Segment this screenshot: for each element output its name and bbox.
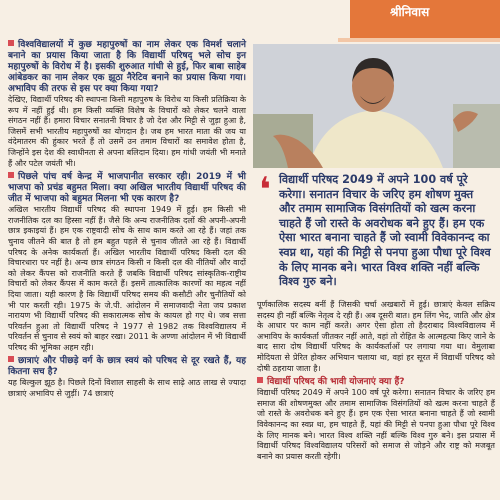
right-column	[257, 300, 495, 462]
question-3: छात्राएं और पीछड़े वर्ग के छात्र स्वयं को परिषद से दूर रखते हैं, यह कितना सच है?	[8, 356, 246, 378]
pull-quote-text: विद्यार्थी परिषद 2049 में अपने 100 वर्ष पूरे करेगा। सनातन विचार के जरिए हम शोषण मुक्त और तमाम सामाजिक विसंगतियों को खत्म करना चाहते हैं जो रास्ते के अवरोधक बने हुए हैं। हम एक ऐसा भारत बनाना चाहते हैं जो स्वामी विवेकानन्द का स्वप्न था, यहां की मिट्टी से पनपा हुआ पौधा पूरे विश्व के लिए मानक बने। भारत विश्व शक्ति नहीं बल्कि विश्व गुरु बने।	[279, 173, 491, 289]
decorative-stripe	[338, 38, 500, 42]
answer-1: देखिए, विद्यार्थी परिषद की स्थापना किसी महापुरुष के विरोध या किसी प्रतिक्रिया के रूप में नहीं हुई थी। हम किसी व्यक्ति विशेष के विचारों को लेकर चलने वाला संगठन नहीं हैं। हमारा विचार सनातनी विचार है जो देश और मिट्टी से जुड़ा हुआ है, जिसमें सभी भारतीय महापुरुषों का योगदान है। जब हम भारत माता की जय या वंदेमातरम की हुंकार भरते हैं तो उसमें उन तमाम विचारों का समावेश होता है, जिन्होंने इस देश की स्वाधीनता से अपना बलिदान दिया। हम गांधी जयंती भी मनाते हैं और पटेल जयंती भी।	[8, 95, 246, 168]
author-banner	[350, 0, 500, 38]
answer-3-continued: पूर्णकालिक सदस्य बनीं हैं जिसकी चर्चा अखबारों में हुई। छात्राएं केवल सक्रिय सदस्य ही नहीं बल्कि नेतृत्व दे रही हैं। अब दूसरी बात। हम लिंग भेद, जाति और क्षेत्र के आधार पर काम नहीं करते। अगर ऐसा होता तो हैदराबाद विश्वविद्यालय में अभाविप के कार्यकर्ता जीतकर नहीं आते, वहां तो रोहित के आत्महत्या किए जाने के बाद सारा दोष विद्यार्थी परिषद के कार्यकर्ताओं पर लगाया गया था। वेमुलाबा मोदियता से प्रेरित होकर अभियान चलाया था, वहां हर सूरत में विद्यार्थी परिषद को दोषी ठहराया जाता है।	[257, 300, 495, 373]
person-photo-illustration	[253, 44, 500, 168]
bullet-icon	[8, 40, 14, 46]
bullet-icon	[8, 172, 14, 178]
author-name: श्रीनिवास	[390, 5, 430, 19]
answer-4: विद्यार्थी परिषद 2049 में अपने 100 वर्ष पूरे करेगा। सनातन विचार के जरिए हम समाज की शोषणमुक्त और तमाम सामाजिक विसंगतियों को खत्म करना चाहते हैं जो रास्ते के अवरोधक बने हुए हैं। हम एक ऐसा भारत बनाना चाहते हैं जो स्वामी विवेकानन्द का स्वप्न था, हम चाहते हैं, यहां की मिट्टी से पनपा हुआ पौधा पूरे विश्व के लिए मानक बने। भारत विश्व शक्ति नहीं बल्कि विश्व गुरु बने। इस प्रयास में विद्यार्थी परिषद विश्वविद्यालय परिसरों को समाज से जोड़ने और राष्ट्र को मजबूत बनाने का प्रयास करती रहेगी।	[257, 388, 495, 461]
question-4: विद्यार्थी परिषद की भावी योजनाएं क्या हैं?	[257, 377, 495, 388]
qa-block-1	[8, 40, 246, 169]
quote-mark-icon: ❛	[259, 170, 271, 210]
interviewee-photo	[253, 44, 500, 168]
top-bar	[0, 0, 500, 20]
bullet-icon	[257, 377, 263, 383]
bullet-icon	[8, 356, 14, 362]
left-column	[8, 40, 246, 403]
question-2: पिछले पांच वर्ष केन्द्र में भाजपानीत सरकार रही। 2019 में भी भाजपा को प्रचंड बहुमत मिला। क्या अखिल भारतीय विद्यार्थी परिषद की जीत में भाजपा को बहुमत मिलना भी एक कारण है?	[8, 172, 246, 205]
qa-block-2	[8, 172, 246, 353]
question-1: विश्वविद्यालयों में कुछ महापुरुषों का नाम लेकर एक विमर्श चलाने बनाने का प्रयास किया जाता है कि विद्यार्थी परिषद् भले सोच इन महापुरुषों के विरोध में है। इसकी शुरुआत गांधी से हुई, फिर बाबा साहेब आंबेडकर का नाम लेकर एक झूठा नैरेटिव बनाने का प्रयास किया गया। अभाविप की तरफ से इस पर क्या किया गया?	[8, 40, 246, 94]
answer-2: अखिल भारतीय विद्यार्थी परिषद की स्थापना 1949 में हुई। हम किसी भी राजनीतिक दल का हिस्सा नहीं हैं। जैसे कि अन्य राजनीतिक दलों की अपनी-अपनी छात्र इकाइयां हैं। हम एक राष्ट्रवादी सोच के साथ काम करते आ रहे हैं। जहां तक चुनाव जीतने की बात है तो हम बहुत पहले से चुनाव जीतते आ रहे हैं। विद्यार्थी परिषद के अनेक कार्यकर्ता हैं। अखिल भारतीय विद्यार्थी परिषद किसी दल की विचारधारा पर नहीं है। अन्य छात्र संगठन किसी न किसी दल की नीतियों और वादों को लेकर कैंपस को राजनीति करते हैं जबकि विद्यार्थी परिषद सांस्कृतिक-राष्ट्रीय विचारों को लेकर कैंपस में काम करते हैं। इसमें तात्कालिक कारणों का महत्व नहीं दिया जाता। यही कारण है कि विद्यार्थी परिषद समय की कसौटी और चुनौतियों को भी पार करती रही। 1975 के जे.पी. आंदोलन में समाजवादी नेता जय प्रकाश नारायण भी विद्यार्थी परिषद की सकारात्मक सोच के कायल हो गए थे। जब सत्ता परिवर्तन हुआ तो विद्यार्थी परिषद ने 1977 से 1982 तक विश्वविद्यालय में परिवर्तन से चुनाव से स्वयं को बाहर रखा। 2011 के अण्णा आंदोलन में भी विद्यार्थी परिषद की भूमिका अहम रही।	[8, 205, 246, 352]
qa-block-3	[8, 356, 246, 399]
pull-quote	[253, 170, 500, 298]
answer-3: यह बिल्कुल झूठ है। पिछले दिनों विशाल साहसी के साथ साढ़े आठ लाख से ज्यादा छात्राएं अभाविप से जुड़ीं। 74 छात्राएं	[8, 378, 246, 399]
